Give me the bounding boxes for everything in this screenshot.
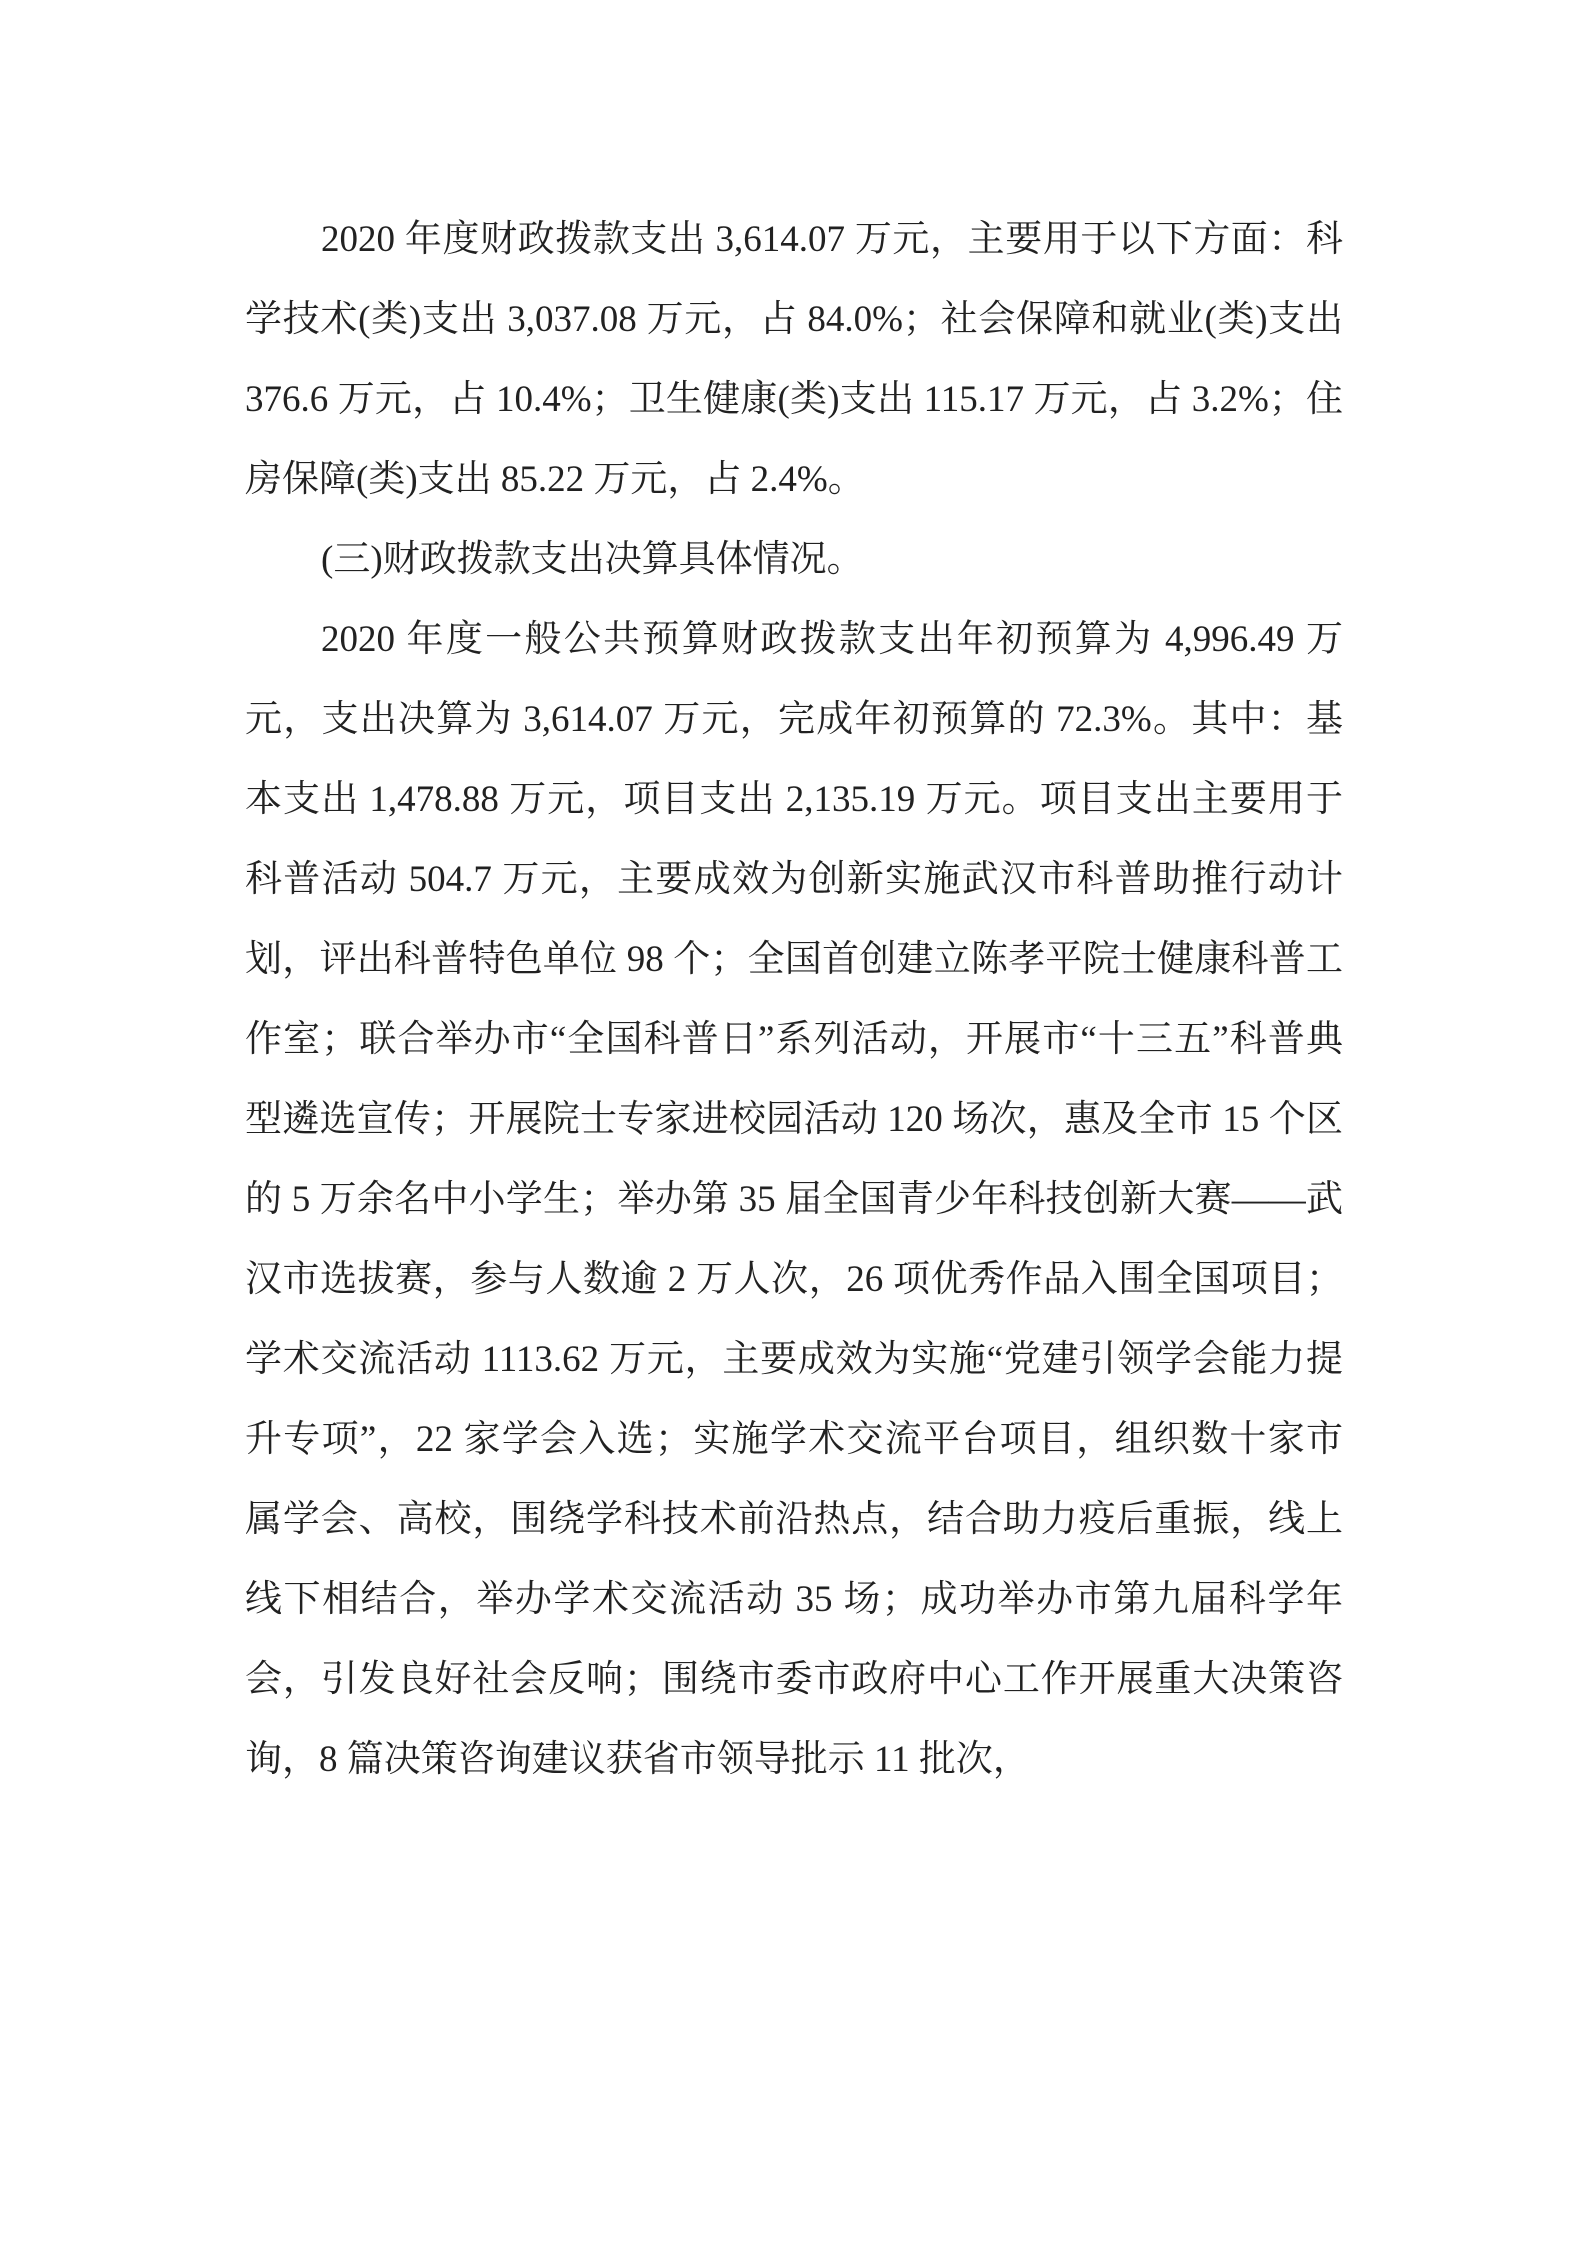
document-body (245, 200, 1343, 1800)
section-heading-fiscal-expenditure-details: (三)财政拨款支出决算具体情况。 (321, 539, 864, 580)
paragraph-fiscal-allocation-overview: 2020 年度财政拨款支出 3,614.07 万元，主要用于以下方面：科学技术(类)支出 3,037.08 万元，占 84.0%；社会保障和就业(类)支出 376.6 万元，占 10.4%；卫生健康(类)支出 115.17 万元，占 3.2%；住房保障(类)支出 85.22 万元，占 2.4%。 (245, 219, 1343, 500)
paragraph-budget-final-accounts-details: 2020 年度一般公共预算财政拨款支出年初预算为 4,996.49 万元，支出决算为 3,614.07 万元，完成年初预算的 72.3%。其中：基本支出 1,478.88 万元，项目支出 2,135.19 万元。项目支出主要用于科普活动 504.7 万元，主要成效为创新实施武汉市科普助推行动计划，评出科普特色单位 98 个；全国首创建立陈孝平院士健康科普工作室；联合举办市“全国科普日”系列活动，开展市“十三五”科普典型遴选宣传；开展院士专家进校园活动 120 场次，惠及全市 15 个区的 5 万余名中小学生；举办第 35 届全国青少年科技创新大赛——武汉市选拔赛，参与人数逾 2 万人次，26 项优秀作品入围全国项目；学术交流活动 1113.62 万元，主要成效为实施“党建引领学会能力提升专项”，22 家学会入选；实施学术交流平台项目，组织数十家市属学会、高校，围绕学科技术前沿热点，结合助力疫后重振，线上线下相结合，举办学术交流活动 35 场；成功举办市第九届科学年会，引发良好社会反响；围绕市委市政府中心工作开展重大决策咨询，8 篇决策咨询建议获省市领导批示 11 批次， (245, 619, 1343, 1780)
